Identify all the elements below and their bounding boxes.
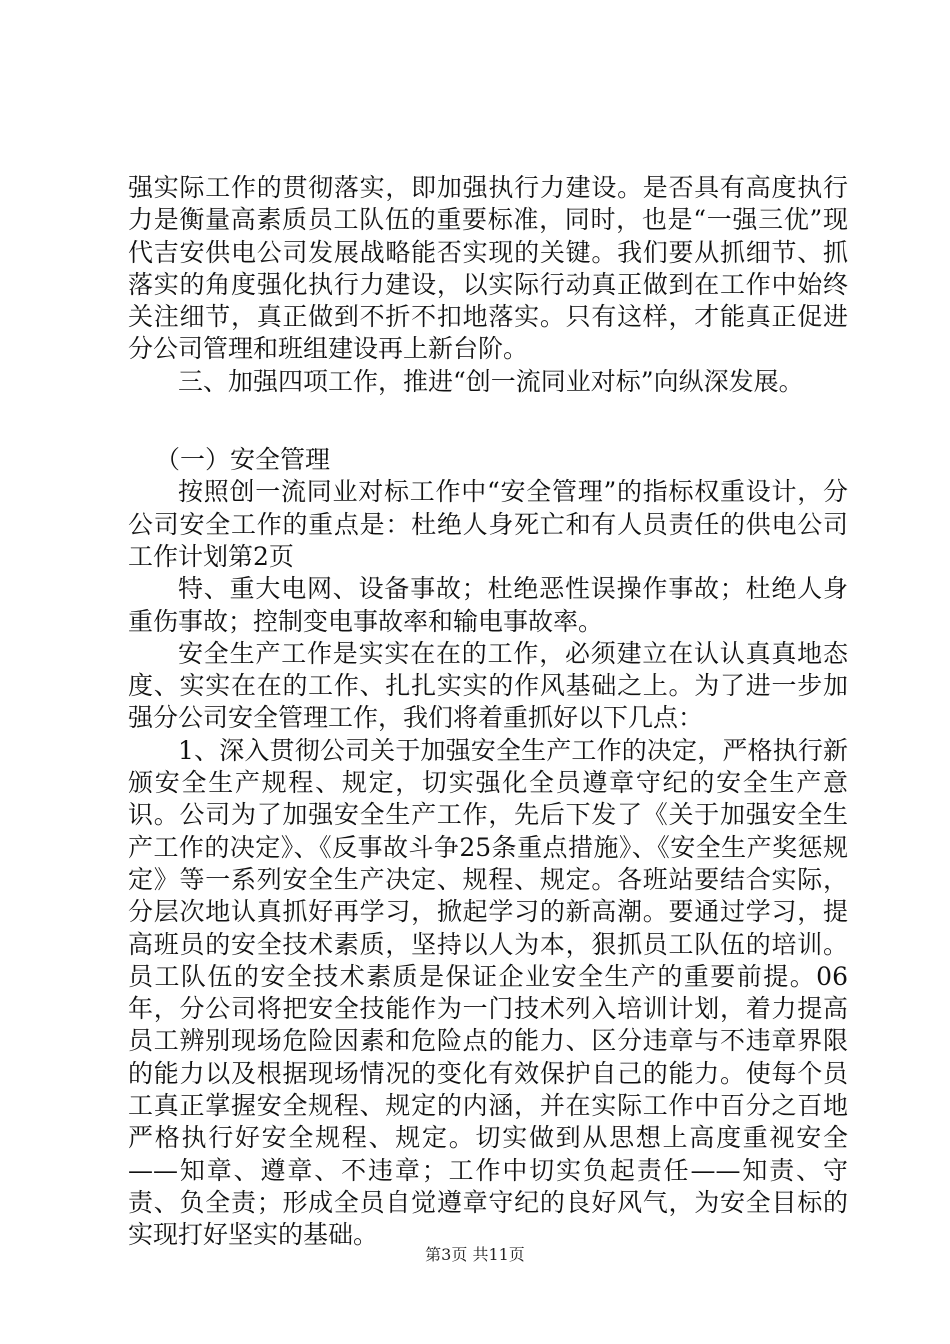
subsection-safety-heading: （一）安全管理: [155, 445, 331, 475]
paragraph-item-one: 1、深入贯彻公司关于加强安全生产工作的决定，严格执行新颁安全生产规程、规定，切实强化全员遵章守纪的安全生产意识。公司为了加强安全生产工作，先后下发了《关于加强安全生产工作的决定》、《反事故斗争25条重点措施》、《安全生产奖惩规定》等一系列安全生产决定、规程、规定。各班站要结合实际，分层次地认真抓好再学习，掀起学习的新高潮。要通过学习，提高班员的安全技术素质，坚持以人为本，狠抓员工队伍的培训。员工队伍的安全技术素质是保证企业安全生产的重要前提。06年，分公司将把安全技能作为一门技术列入培训计划，着力提高员工辨别现场危险因素和危险点的能力、区分违章与不违章界限的能力以及根据现场情况的变化有效保护自己的能力。使每个员工真正掌握安全规程、规定的内涵，并在实际工作中百分之百地严格执行好安全规程、规定。切实做到从思想上高度重视安全——知章、遵章、不违章；工作中切实负起责任——知责、守责、负全责；形成全员自觉遵章守纪的良好风气，为安全目标的实现打好坚实的基础。: [128, 735, 848, 1250]
document-body: [128, 172, 848, 1252]
paragraph-safety-production: 安全生产工作是实实在在的工作，必须建立在认认真真地态度、实实在在的工作、扎扎实实的作风基础之上。为了进一步加强分公司安全管理工作，我们将着重抓好以下几点：: [128, 638, 848, 733]
paragraph-execution-capacity: 强实际工作的贯彻落实，即加强执行力建设。是否具有高度执行力是衡量高素质员工队伍的重要标准，同时，也是“一强三优”现代吉安供电公司发展战略能否实现的关键。我们要从抓细节、抓落实的角度强化执行力建设，以实际行动真正做到在工作中始终关注细节，真正做到不折不扣地落实。只有这样，才能真正促进分公司管理和班组建设再上新台阶。: [128, 173, 848, 364]
page-footer: 第3页 共11页: [425, 1245, 525, 1264]
paragraph-safety-focus: 按照创一流同业对标工作中“安全管理”的指标权重设计，分公司安全工作的重点是：杜绝人身死亡和有人员责任的供电公司工作计划第2页: [128, 477, 848, 571]
paragraph-accident-prevention: 特、重大电网、设备事故；杜绝恶性误操作事故；杜绝人身重伤事故；控制变电事故率和输电事故率。: [128, 574, 848, 636]
section-three-heading: 三、加强四项工作，推进“创一流同业对标”向纵深发展。: [178, 366, 804, 396]
